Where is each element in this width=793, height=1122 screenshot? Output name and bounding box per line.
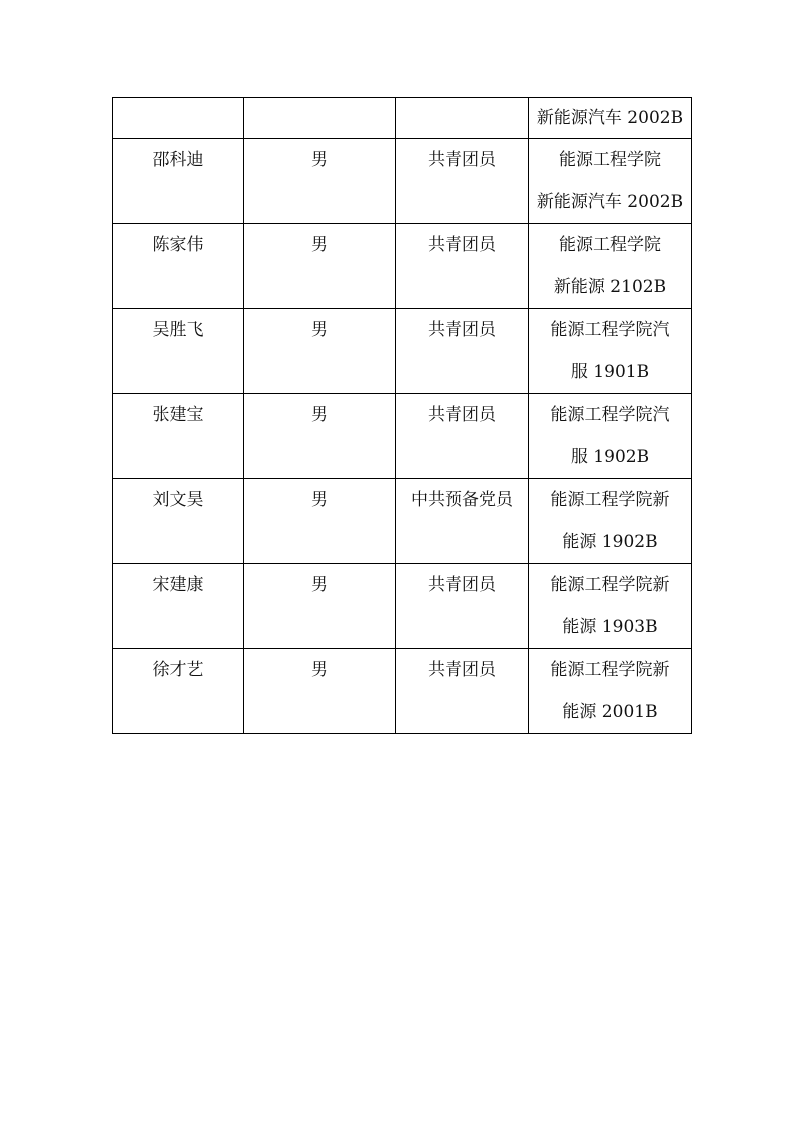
cell-gender: 男 [244, 564, 396, 649]
table-row [113, 649, 692, 734]
cell-name: 吴胜飞 [113, 309, 244, 394]
table-row [113, 224, 692, 309]
cell-gender [244, 98, 396, 139]
cell-class: 新能源汽车 2002B [529, 98, 692, 139]
cell-political-status: 共青团员 [396, 394, 529, 479]
table-row [113, 139, 692, 224]
cell-political-status: 共青团员 [396, 649, 529, 734]
cell-gender: 男 [244, 139, 396, 224]
cell-gender: 男 [244, 479, 396, 564]
table-row [113, 394, 692, 479]
cell-political-status: 中共预备党员 [396, 479, 529, 564]
cell-name: 宋建康 [113, 564, 244, 649]
cell-class: 能源工程学院 新能源 2102B [529, 224, 692, 309]
cell-political-status: 共青团员 [396, 139, 529, 224]
cell-name [113, 98, 244, 139]
cell-gender: 男 [244, 394, 396, 479]
cell-name: 陈家伟 [113, 224, 244, 309]
cell-class: 能源工程学院汽 服 1902B [529, 394, 692, 479]
student-roster-table [112, 97, 692, 734]
cell-class: 能源工程学院新 能源 1903B [529, 564, 692, 649]
cell-political-status: 共青团员 [396, 309, 529, 394]
cell-gender: 男 [244, 224, 396, 309]
cell-class: 能源工程学院新 能源 1902B [529, 479, 692, 564]
cell-gender: 男 [244, 309, 396, 394]
cell-political-status [396, 98, 529, 139]
cell-political-status: 共青团员 [396, 564, 529, 649]
table-row [113, 564, 692, 649]
cell-class: 能源工程学院汽 服 1901B [529, 309, 692, 394]
table-row [113, 309, 692, 394]
cell-class: 能源工程学院 新能源汽车 2002B [529, 139, 692, 224]
cell-name: 刘文昊 [113, 479, 244, 564]
cell-political-status: 共青团员 [396, 224, 529, 309]
cell-name: 邵科迪 [113, 139, 244, 224]
cell-name: 张建宝 [113, 394, 244, 479]
table-row [113, 479, 692, 564]
cell-gender: 男 [244, 649, 396, 734]
table-row-continuation [113, 98, 692, 139]
cell-class: 能源工程学院新 能源 2001B [529, 649, 692, 734]
cell-name: 徐才艺 [113, 649, 244, 734]
